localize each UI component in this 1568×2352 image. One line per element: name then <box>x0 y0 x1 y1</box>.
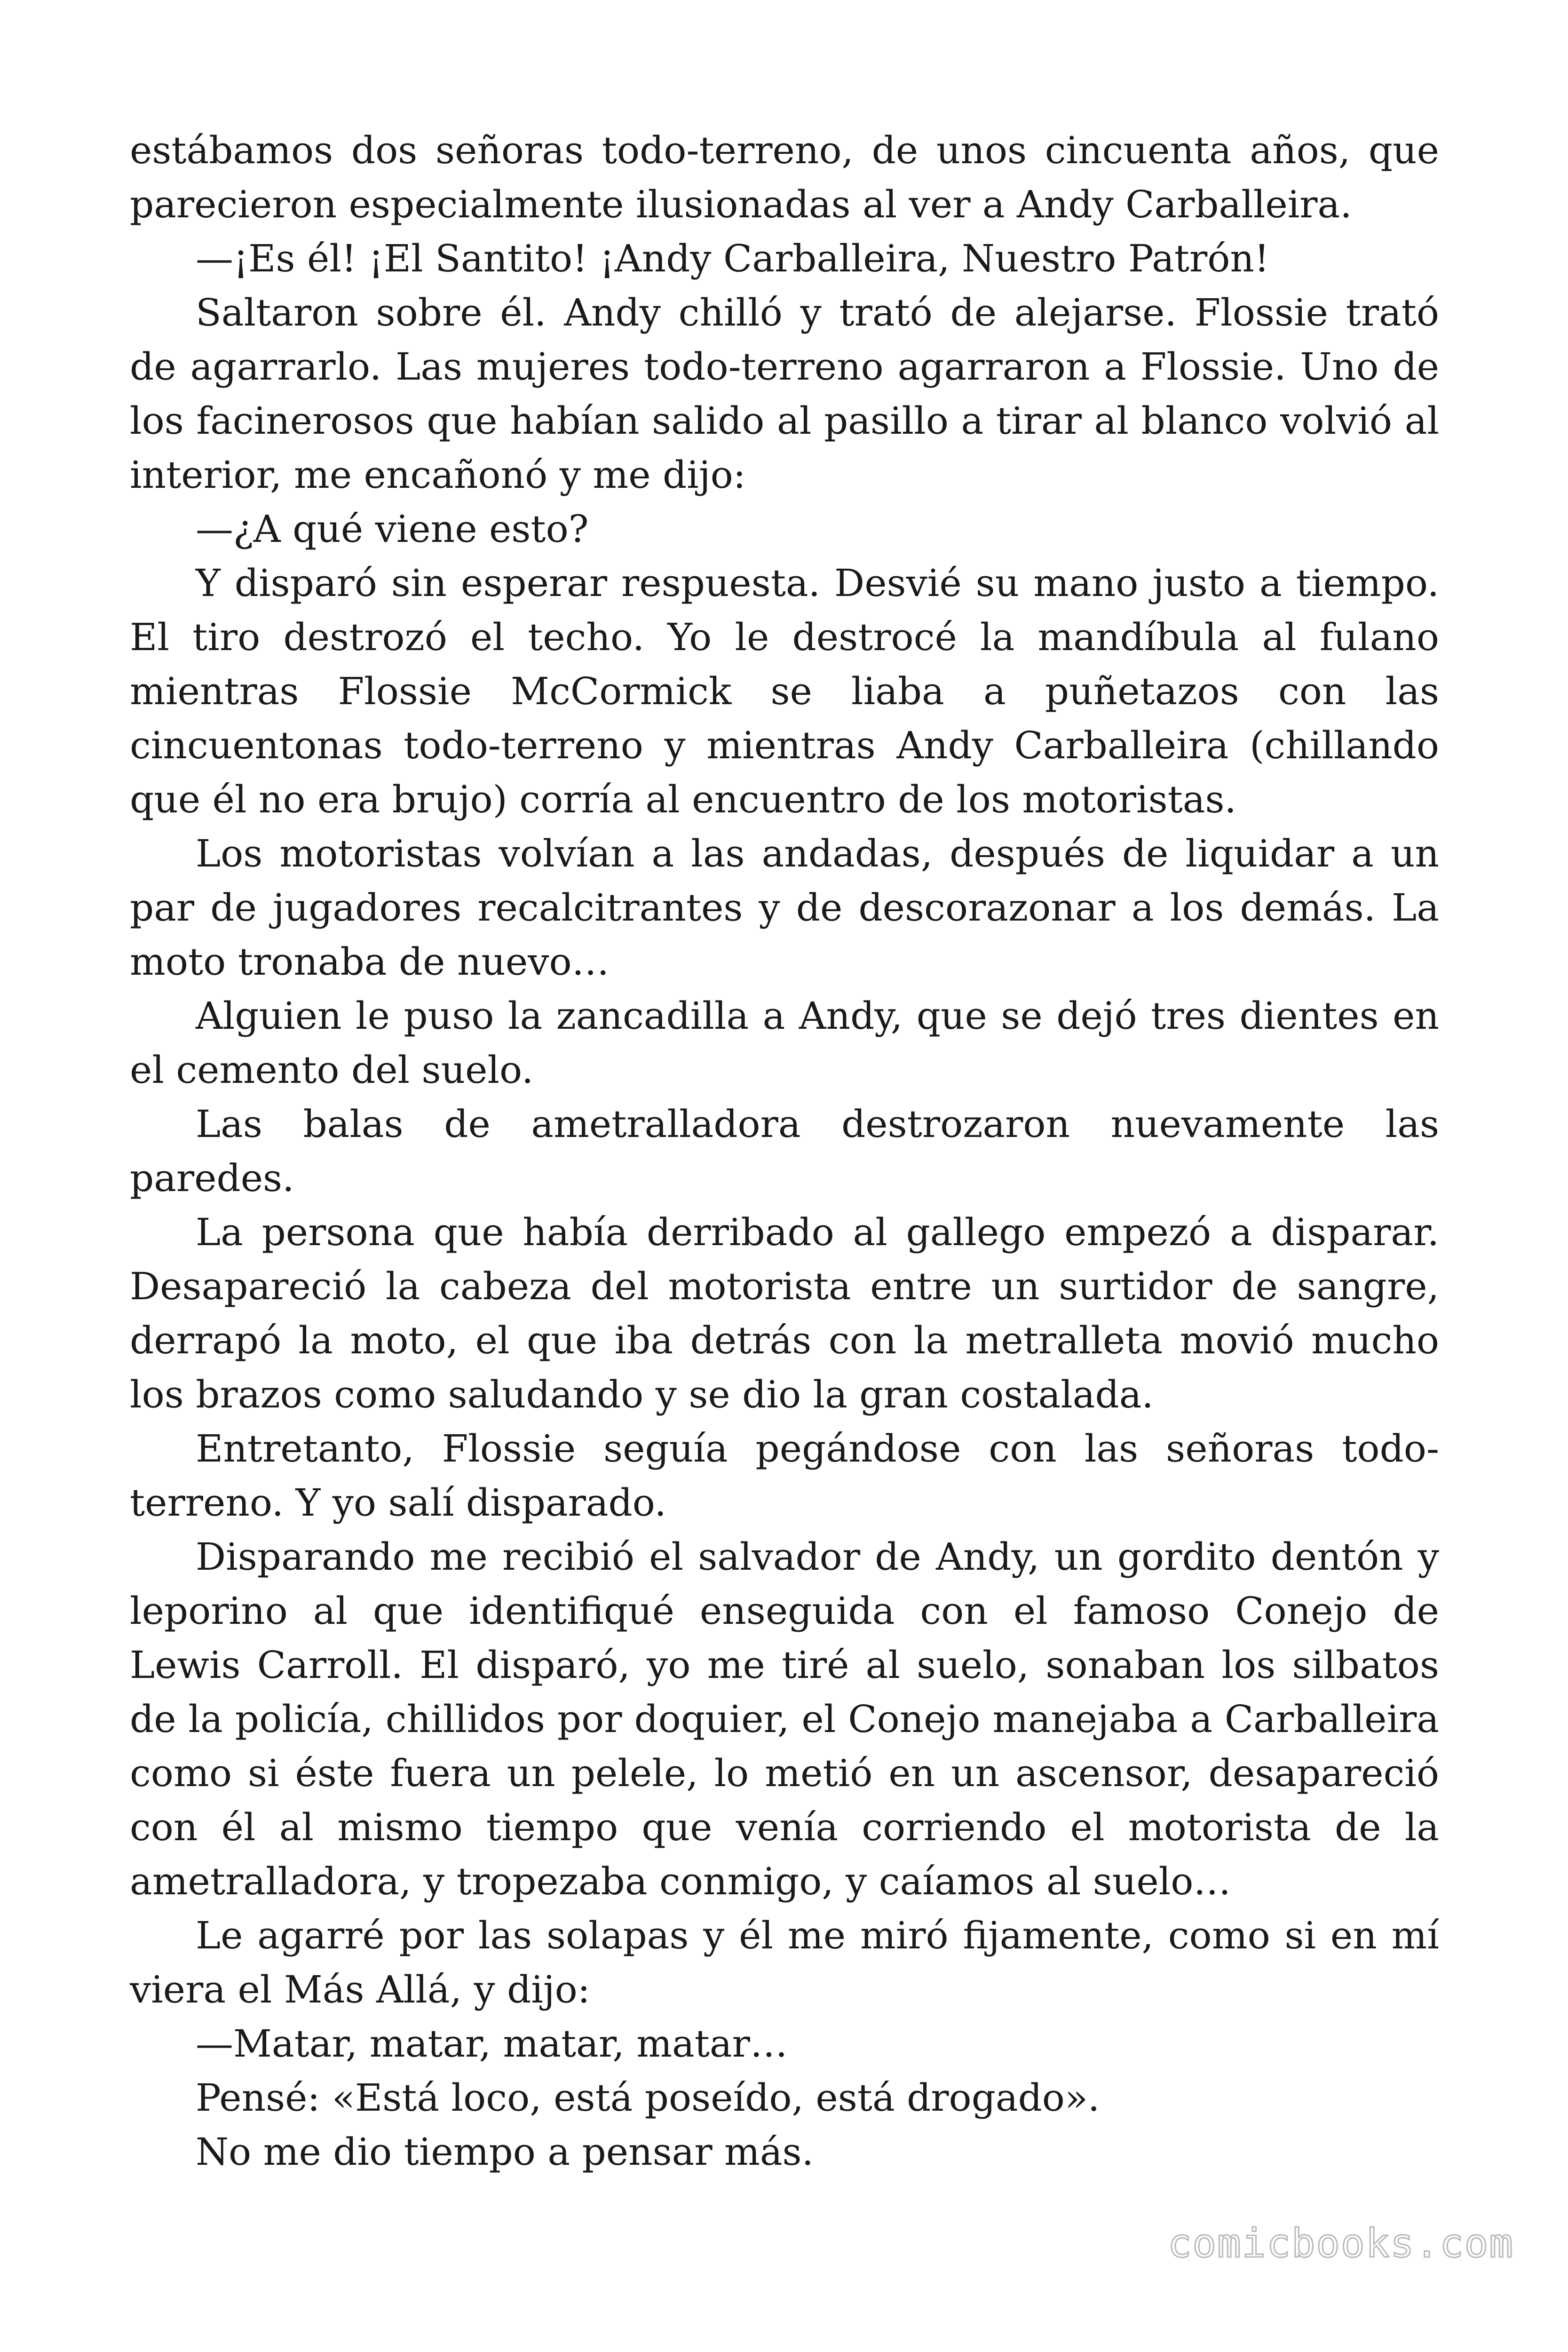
paragraph-1: estábamos dos señoras todo-terreno, de unos cincuenta años, que parecieron especialmente ilusionadas al ver a Andy Carballeira. <box>130 128 1439 226</box>
watermark: comicbooks.com <box>1167 2220 1514 2266</box>
paragraph-6: Los motoristas volvían a las andadas, después de liquidar a un par de jugadores recalcitrantes y de descorazonar a los demás. La moto tronaba de nuevo… <box>130 832 1439 984</box>
paragraph-2: —¡Es él! ¡El Santito! ¡Andy Carballeira, Nuestro Patrón! <box>196 237 1270 280</box>
paragraph-11: Disparando me recibió el salvador de Andy, un gordito dentón y leporino al que identifiqué enseguida con el famoso Conejo de Lewis Carroll. El disparó, yo me tiré al suelo, sonaban los silbatos de la policía, chillidos por doquier, el Conejo manejaba a Carballeira como si éste fuera un pelele, lo metió en un ascensor, desapareció con él al mismo tiempo que venía corriendo el motorista de la ametralladora, y tropezaba conmigo, y caíamos al suelo… <box>130 1535 1439 1903</box>
paragraph-12: Le agarré por las solapas y él me miró fijamente, como si en mí viera el Más Allá, y dijo: <box>130 1914 1439 2011</box>
paragraph-9: La persona que había derribado al gallego empezó a disparar. Desapareció la cabeza del motorista entre un surtidor de sangre, derrapó la moto, el que iba detrás con la metralleta movió mucho los brazos como saludando y se dio la gran costalada. <box>130 1210 1439 1416</box>
body-text <box>130 123 1439 2179</box>
paragraph-13: —Matar, matar, matar, matar… <box>196 2022 788 2066</box>
paragraph-3: Saltaron sobre él. Andy chilló y trató de alejarse. Flossie trató de agarrarlo. Las mujeres todo-terreno agarraron a Flossie. Uno de los facinerosos que habían salido al pasillo a tirar al blanco volvió al interior, me encañonó y me dijo: <box>130 291 1439 497</box>
paragraph-7: Alguien le puso la zancadilla a Andy, que se dejó tres dientes en el cemento del suelo. <box>130 994 1439 1092</box>
paragraph-4: —¿A qué viene esto? <box>196 507 589 551</box>
paragraph-15: No me dio tiempo a pensar más. <box>196 2130 814 2174</box>
paragraph-10: Entretanto, Flossie seguía pegándose con las señoras todo-terreno. Y yo salí disparado. <box>130 1427 1439 1525</box>
paragraph-14: Pensé: «Está loco, está poseído, está drogado». <box>196 2076 1100 2120</box>
paragraph-5: Y disparó sin esperar respuesta. Desvié su mano justo a tiempo. El tiro destrozó el techo. Yo le destrocé la mandíbula al fulano mientras Flossie McCormick se liaba a puñetazos con las cincuentonas todo-terreno y mientras Andy Carballeira (chillando que él no era brujo) corría al encuentro de los motoristas. <box>130 561 1439 821</box>
paragraph-8: Las balas de ametralladora destrozaron nuevamente las paredes. <box>130 1102 1439 1200</box>
